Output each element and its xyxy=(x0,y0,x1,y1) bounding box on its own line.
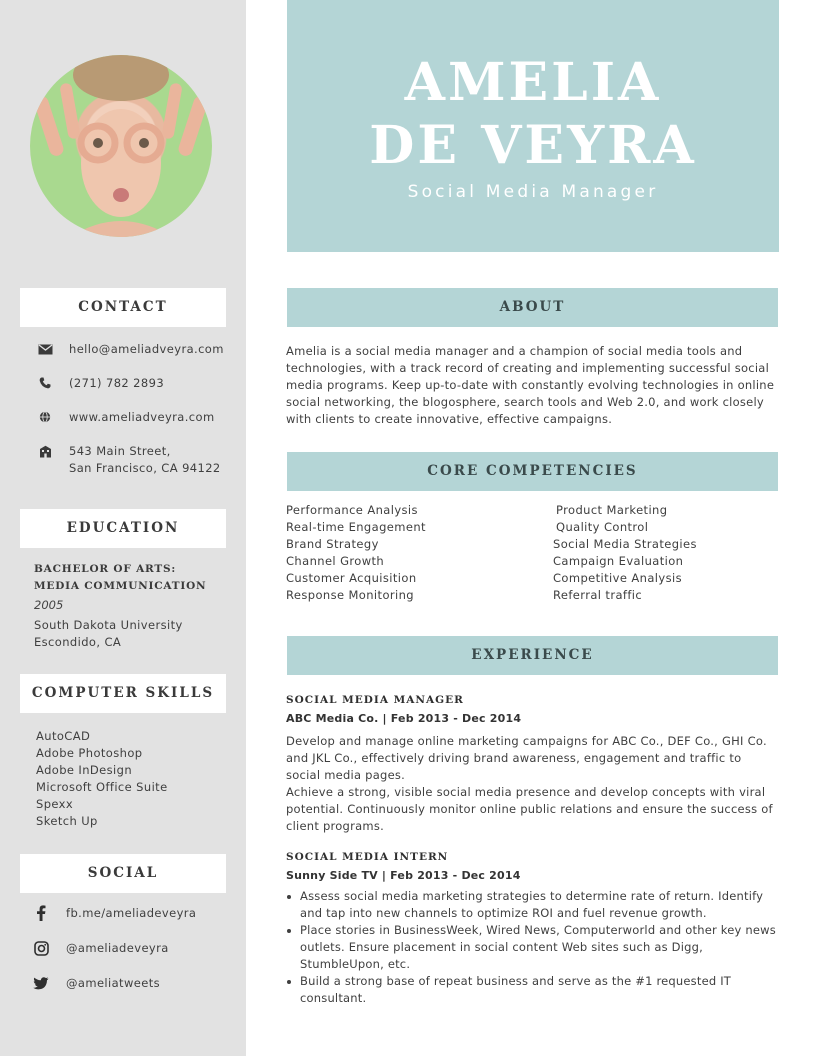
website-text: www.ameliadveyra.com xyxy=(69,410,215,424)
social-facebook[interactable] xyxy=(33,905,196,921)
education-heading: EDUCATION xyxy=(20,509,226,548)
degree-line-1: BACHELOR OF ARTS: xyxy=(34,563,177,575)
job-role: Social Media Manager xyxy=(407,182,659,202)
job-description: Develop and manage online marketing campaigns for ABC Co., DEF Co., GHI Co. and JKL Co., effectively driving brand awareness, engagement and traffic to social media pages. xyxy=(286,734,767,782)
address-line-1: 543 Main Street, xyxy=(69,444,171,458)
profile-photo xyxy=(30,55,212,237)
competencies-right-column xyxy=(553,502,697,604)
contact-address xyxy=(36,443,221,477)
job-title: SOCIAL MEDIA INTERN xyxy=(286,851,449,863)
phone-text: (271) 782 2893 xyxy=(69,376,165,390)
address-line-2: San Francisco, CA 94122 xyxy=(69,461,221,475)
experience-heading: EXPERIENCE xyxy=(287,636,778,675)
job-meta: ABC Media Co. | Feb 2013 - Dec 2014 xyxy=(286,712,522,725)
contact-website[interactable] xyxy=(36,409,215,426)
competency-item: Referral traffic xyxy=(553,588,643,602)
education-year: 2005 xyxy=(34,598,64,612)
skills-list xyxy=(36,728,168,830)
skill-item: Adobe Photoshop xyxy=(36,746,143,760)
social-twitter[interactable] xyxy=(33,975,160,991)
competency-item: Competitive Analysis xyxy=(553,571,682,585)
competency-item: Channel Growth xyxy=(286,554,385,568)
social-heading: SOCIAL xyxy=(20,854,226,893)
bullet-item: Place stories in BusinessWeek, Wired News, Computerworld and other key news outlets. Ensure placement in social content Web sites such as Digg, StumbleUpon, etc. xyxy=(286,922,778,973)
first-name: AMELIA xyxy=(404,52,662,113)
about-heading: ABOUT xyxy=(287,288,778,327)
competency-item: Response Monitoring xyxy=(286,588,414,602)
twitter-icon xyxy=(33,975,49,991)
school-location: Escondido, CA xyxy=(34,635,122,649)
contact-email[interactable] xyxy=(36,341,224,358)
mail-icon xyxy=(36,341,54,357)
competencies-left-column xyxy=(286,502,426,604)
globe-icon xyxy=(36,409,54,425)
job-title: SOCIAL MEDIA MANAGER xyxy=(286,694,464,706)
bullet-item: Assess social media marketing strategies to determine rate of return. Identify and tap into new channels to optimize ROI and fuel revenue growth. xyxy=(286,888,778,922)
social-instagram[interactable] xyxy=(33,940,169,956)
competencies-heading: CORE COMPETENCIES xyxy=(287,452,778,491)
last-name: DE VEYRA xyxy=(369,115,697,176)
competency-item: Product Marketing xyxy=(556,503,668,517)
contact-phone[interactable] xyxy=(36,375,164,392)
job-meta: Sunny Side TV | Feb 2013 - Dec 2014 xyxy=(286,869,521,882)
name-banner xyxy=(287,0,779,252)
about-text: Amelia is a social media manager and a champion of social media tools and technologies, with a track record of creating and implementing successful social media programs. Keep up-to-date with constantly evolving technologies in online social networking, the blogosphere, search tools and Web 2.0, and work closely with clients to create innovative, effective campaigns. xyxy=(286,344,775,426)
skill-item: Sketch Up xyxy=(36,814,98,828)
facebook-icon xyxy=(33,905,49,921)
skill-item: Microsoft Office Suite xyxy=(36,780,168,794)
email-text: hello@ameliadveyra.com xyxy=(69,342,224,356)
competency-item: Customer Acquisition xyxy=(286,571,417,585)
building-icon xyxy=(36,443,54,459)
job-bullets xyxy=(286,888,778,1007)
bullet-item: Build a strong base of repeat business and serve as the #1 requested IT consultant. xyxy=(286,973,778,1007)
competency-item: Social Media Strategies xyxy=(553,537,697,551)
instagram-icon xyxy=(33,940,49,956)
competency-item: Campaign Evaluation xyxy=(553,554,684,568)
phone-icon xyxy=(36,375,54,391)
degree-line-2: MEDIA COMMUNICATION xyxy=(34,580,207,592)
competency-item: Real-time Engagement xyxy=(286,520,426,534)
skill-item: Spexx xyxy=(36,797,74,811)
education-entry xyxy=(34,561,234,651)
competency-item: Brand Strategy xyxy=(286,537,379,551)
skill-item: AutoCAD xyxy=(36,729,91,743)
competency-item: Quality Control xyxy=(556,520,649,534)
twitter-handle: @ameliatweets xyxy=(66,976,161,990)
job-description: Achieve a strong, visible social media presence and develop concepts with viral potential. Continuously monitor online public relations and ensure the success of client programs. xyxy=(286,785,773,833)
competency-item: Performance Analysis xyxy=(286,503,418,517)
school-name: South Dakota University xyxy=(34,618,183,632)
skill-item: Adobe InDesign xyxy=(36,763,133,777)
skills-heading: COMPUTER SKILLS xyxy=(20,674,226,713)
instagram-handle: @ameliadeveyra xyxy=(66,941,169,955)
contact-heading: CONTACT xyxy=(20,288,226,327)
facebook-handle: fb.me/ameliadeveyra xyxy=(66,906,197,920)
